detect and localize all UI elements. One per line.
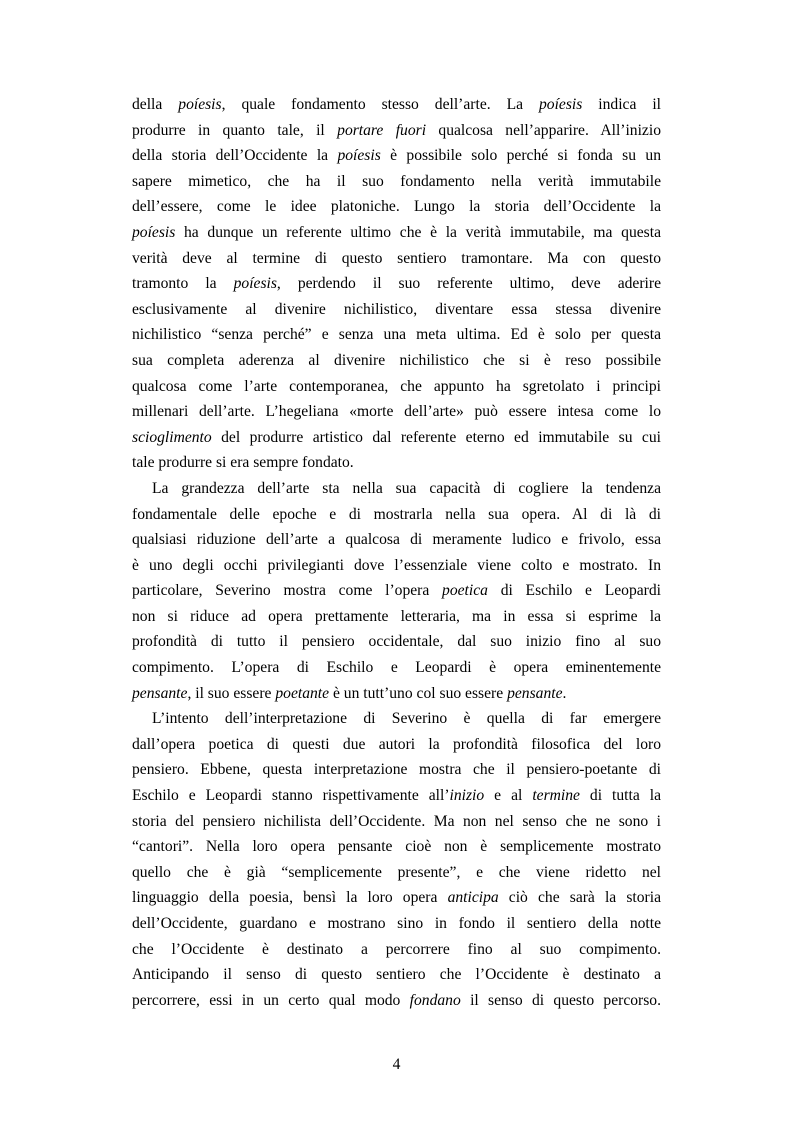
- text-line: [132, 706, 661, 732]
- text-line: [132, 399, 661, 425]
- text-line: [132, 502, 661, 528]
- paragraph: [132, 92, 661, 476]
- text-line: [132, 143, 661, 169]
- text-run: è un tutt’uno col suo essere: [329, 684, 508, 702]
- text-line: [132, 553, 661, 579]
- text-line: [132, 246, 661, 272]
- text-line: [132, 348, 661, 374]
- text-line: [132, 194, 661, 220]
- text-run: non si riduce ad opera prettamente letteraria, ma in essa si esprime la: [132, 607, 661, 625]
- text-line: [132, 578, 661, 604]
- text-line: [132, 911, 661, 937]
- text-run: nichilistico “senza perché” e senza una meta ultima. Ed è solo per questa: [132, 326, 661, 344]
- paragraph: [132, 706, 661, 1013]
- text-run: compimento. L’opera di Eschilo e Leopardi è opera eminentemente: [132, 659, 661, 677]
- text-run: il senso di questo percorso.: [460, 991, 661, 1009]
- text-run: profondità di tutto il pensiero occidentale, dal suo inizio fino al suo: [132, 633, 661, 651]
- text-line: [132, 374, 661, 400]
- text-run: ciò che sarà la storia: [498, 889, 662, 907]
- text-run: di Eschilo e Leopardi: [487, 582, 662, 600]
- text-run: L’intento dell’interpretazione di Severino è quella di far emergere: [152, 710, 661, 728]
- text-run: qualsiasi riduzione dell’arte a qualcosa di meramente ludico e frivolo, essa: [132, 531, 661, 549]
- text-run: storia del pensiero nichilista dell’Occidente. Ma non nel senso che ne sono i: [132, 812, 661, 830]
- text-run: del produrre artistico dal referente eterno ed immutabile su cui: [211, 428, 661, 446]
- text-line: [132, 757, 661, 783]
- italic-run: pensante: [132, 684, 188, 702]
- italic-run: poíesis: [539, 96, 583, 113]
- text-line: [132, 655, 661, 681]
- text-run: produrre in quanto tale, il: [132, 121, 338, 139]
- text-run: esclusivamente al divenire nichilistico, diventare essa stessa divenire: [132, 300, 661, 318]
- text-run: dell’essere, come le idee platoniche. Lungo la storia dell’Occidente la: [132, 198, 661, 216]
- text-line: [132, 681, 661, 707]
- text-run: ha dunque un referente ultimo che è la verità immutabile, ma questa: [175, 223, 661, 241]
- text-line: [132, 834, 661, 860]
- text-run: fondamentale delle epoche e di mostrarla nella sua opera. Al di là di: [132, 505, 661, 523]
- italic-run: termine: [532, 787, 580, 805]
- text-run: percorrere, essi in un certo qual modo: [132, 991, 410, 1009]
- text-run: “cantori”. Nella loro opera pensante cioè non è semplicemente mostrato: [132, 838, 661, 856]
- italic-run: poetante: [275, 684, 330, 702]
- text-line: [132, 118, 661, 144]
- text-line: [132, 809, 661, 835]
- text-line: [132, 297, 661, 323]
- paragraph: [132, 476, 661, 706]
- italic-run: poetica: [442, 582, 488, 600]
- italic-run: poíesis: [132, 223, 176, 241]
- text-run: della: [132, 96, 179, 113]
- text-line: [132, 92, 661, 118]
- text-run: qualcosa nell’apparire. All’inizio: [426, 121, 661, 139]
- text-run: , il suo essere: [187, 684, 276, 702]
- text-run: quello che è già “semplicemente presente”, e che viene ridetto nel: [132, 863, 661, 881]
- text-run: tramonto la: [132, 275, 234, 293]
- text-line: [132, 860, 661, 886]
- text-line: [132, 425, 661, 451]
- text-line: [132, 962, 661, 988]
- body-text: [132, 92, 661, 1013]
- text-line: [132, 988, 661, 1014]
- text-run: è uno degli occhi privilegianti dove l’essenziale viene colto e mostrato. In: [132, 556, 661, 574]
- text-run: .: [562, 684, 567, 702]
- text-run: dell’Occidente, guardano e mostrano sino in fondo il sentiero della notte: [132, 915, 661, 932]
- text-line: [132, 604, 661, 630]
- text-run: indica il: [582, 96, 661, 113]
- text-run: di tutta la: [579, 787, 661, 805]
- italic-run: scioglimento: [132, 428, 212, 446]
- text-line: [132, 271, 661, 297]
- text-line: [132, 169, 661, 195]
- text-line: [132, 937, 661, 963]
- italic-run: poíesis: [233, 275, 277, 293]
- text-run: millenari dell’arte. L’hegeliana «morte dell’arte» può essere intesa come lo: [132, 403, 661, 421]
- text-run: tale produrre si era sempre fondato.: [132, 454, 354, 472]
- text-line: [132, 527, 661, 553]
- text-line: [132, 885, 661, 911]
- text-run: e al: [484, 787, 533, 805]
- text-run: linguaggio della poesia, bensì la loro opera: [132, 889, 448, 907]
- italic-run: poíesis: [178, 96, 222, 113]
- italic-run: pensante: [507, 684, 563, 702]
- text-run: che l’Occidente è destinato a percorrere fino al suo compimento.: [132, 940, 661, 958]
- italic-run: poíesis: [337, 147, 381, 165]
- text-run: La grandezza dell’arte sta nella sua capacità di cogliere la tendenza: [152, 479, 661, 497]
- text-line: [132, 322, 661, 348]
- italic-run: inizio: [449, 787, 485, 805]
- text-run: , quale fondamento stesso dell’arte. La: [221, 96, 539, 113]
- text-run: è possibile solo perché si fonda su un: [380, 147, 661, 165]
- text-line: [132, 629, 661, 655]
- text-run: particolare, Severino mostra come l’opera: [132, 582, 443, 600]
- text-run: pensiero. Ebbene, questa interpretazione mostra che il pensiero-poetante di: [132, 761, 661, 779]
- text-run: qualcosa come l’arte contemporanea, che appunto ha sgretolato i principi: [132, 377, 661, 395]
- text-run: sapere mimetico, che ha il suo fondamento nella verità immutabile: [132, 172, 661, 190]
- text-run: Eschilo e Leopardi stanno rispettivamente all’: [132, 787, 450, 805]
- italic-run: anticipa: [447, 889, 499, 907]
- text-line: [132, 450, 661, 476]
- text-run: sua completa aderenza al divenire nichilistico che si è reso possibile: [132, 351, 661, 369]
- text-line: [132, 476, 661, 502]
- page-number: 4: [392, 1056, 401, 1073]
- text-run: verità deve al termine di questo sentiero tramontare. Ma con questo: [132, 249, 661, 267]
- italic-run: portare fuori: [337, 121, 427, 139]
- text-line: [132, 220, 661, 246]
- text-line: [132, 783, 661, 809]
- text-line: [132, 732, 661, 758]
- italic-run: fondano: [409, 991, 461, 1009]
- text-run: della storia dell’Occidente la: [132, 147, 338, 165]
- text-run: Anticipando il senso di questo sentiero che l’Occidente è destinato a: [132, 966, 661, 984]
- text-run: , perdendo il suo referente ultimo, deve aderire: [276, 275, 661, 293]
- text-run: dall’opera poetica di questi due autori la profondità filosofica del loro: [132, 735, 661, 753]
